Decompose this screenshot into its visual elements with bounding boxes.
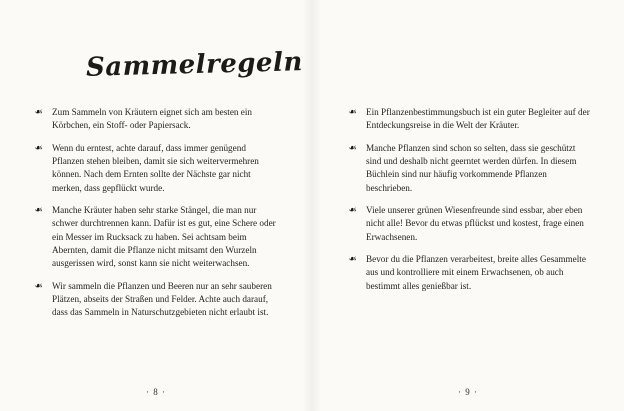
rule-text: Bevor du die Pflanzen verarbeitest, breite alles Gesammelte aus und kontrolliere mit einem Erwachsenen, ob auch bestimmt alles genießbar ist. bbox=[366, 254, 586, 291]
rule-item bbox=[32, 142, 278, 195]
leaf-ornament-icon: ❧ bbox=[34, 142, 43, 154]
page-title: Sammelregeln bbox=[85, 47, 304, 83]
rule-text: Ein Pflanzenbestimmungsbuch ist ein guter Begleiter auf der Entdeckungsreise in die Welt der Kräuter. bbox=[366, 107, 590, 131]
leaf-ornament-icon: ❧ bbox=[348, 254, 357, 266]
rule-text: Zum Sammeln von Kräutern eignet sich am besten ein Körbchen, ein Stoff- oder Papiersack. bbox=[52, 107, 253, 131]
rule-list-right bbox=[346, 106, 592, 293]
page-right bbox=[312, 0, 624, 411]
rule-item bbox=[32, 106, 278, 133]
rule-item bbox=[346, 106, 592, 133]
leaf-ornament-icon: ❧ bbox=[348, 142, 357, 154]
rule-text: Manche Kräuter haben sehr starke Stängel, die man nur schwer durchtrennen kann. Dafür ist es gut, eine Schere oder ein Messer im Rucksack zu haben. Sei achtsam beim Abernten, damit die Pflanze nicht mitsamt den Wurzeln ausgerissen wird, sonst kann sie nicht weiterwachsen. bbox=[52, 205, 276, 269]
leaf-ornament-icon: ❧ bbox=[348, 205, 357, 217]
rule-text: Manche Pflanzen sind schon so selten, dass sie geschützt sind und deshalb nicht geerntet werden dürfen. In diesem Büchlein sind nur häufig vorkommende Pflanzen beschrieben. bbox=[366, 142, 577, 193]
page-number-right: · 9 · bbox=[458, 387, 478, 397]
rule-item bbox=[346, 204, 592, 244]
rule-text: Wir sammeln die Pflanzen und Beeren nur an sehr sauberen Plätzen, abseits der Straßen und Felder. Achte auch darauf, dass das Sammeln in Naturschutzgebieten nicht erlaubt ist. bbox=[52, 280, 272, 318]
rule-text: Wenn du erntest, achte darauf, dass immer genügend Pflanzen stehen bleiben, damit sie sich weitervermehren können. Nach dem Ernten sollte der Nächste gar nicht merken, dass gepflückt wurde. bbox=[52, 142, 259, 193]
rule-item bbox=[32, 204, 278, 271]
rule-text: Viele unserer grünen Wiesenfreunde sind essbar, aber eben nicht alle! Bevor du etwas pflückst und kostest, frage einen Erwachsenen. bbox=[366, 205, 584, 242]
page-number-left: · 8 · bbox=[146, 387, 166, 397]
rule-item bbox=[346, 142, 592, 195]
rule-list-left bbox=[32, 106, 278, 320]
leaf-ornament-icon: ❧ bbox=[348, 107, 357, 118]
rule-item bbox=[32, 280, 278, 320]
leaf-ornament-icon: ❧ bbox=[34, 107, 43, 118]
leaf-ornament-icon: ❧ bbox=[34, 205, 43, 217]
leaf-ornament-icon: ❧ bbox=[34, 280, 43, 292]
rule-item bbox=[346, 253, 592, 293]
